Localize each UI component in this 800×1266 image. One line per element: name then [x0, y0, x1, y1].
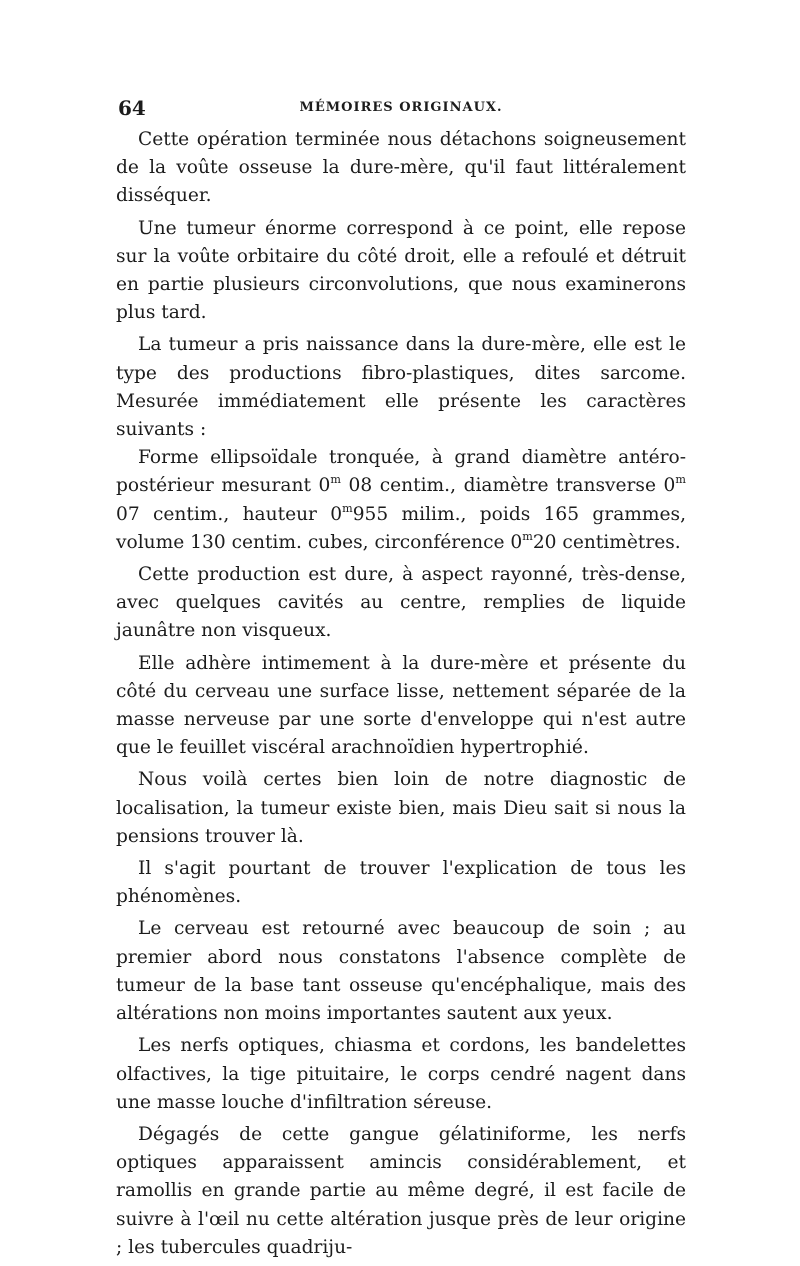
circumference-unit: m — [522, 530, 533, 544]
running-title: MÉMOIRES ORIGINAUX. — [299, 100, 503, 115]
paragraph-1: Cette opération terminée nous détachons soigneusement de la voûte osseuse la dure-mère, qu'il faut littéralement disséquer. — [116, 129, 686, 207]
paragraph-5: Cette production est dure, à aspect rayonné, très-dense, avec quelques cavités au centre, remplies de liquide jaunâtre non visqueux. — [116, 564, 686, 642]
measurements-intro: Forme ellipsoïdale tronquée, à grand diamètre antéro-postérieur mesurant — [116, 447, 686, 497]
page-number: 64 — [118, 96, 146, 120]
circumference-rest: 20 centimètres. — [532, 531, 681, 553]
transverse-unit: m — [675, 473, 686, 487]
paragraph-9: Le cerveau est retourné avec beaucoup de soin ; au premier abord nous constatons l'absence complète de tumeur de la base tant osseuse qu'encéphalique, mais des altérations non moins importantes sautent aux yeux. — [116, 918, 686, 1025]
paragraph-3: La tumeur a pris naissance dans la dure-mère, elle est le type des productions fibro-plastiques, dites sarcome. Mesurée immédiatement elle présente les caractères suivants : — [116, 334, 686, 441]
paragraph-2: Une tumeur énorme correspond à ce point, elle repose sur la voûte orbitaire du côté droit, elle a refoulé et détruit en partie plusieurs circonvolutions, que nous examinerons plus tard. — [116, 217, 686, 324]
paragraph-8: Il s'agit pourtant de trouver l'explication de tous les phénomènes. — [116, 858, 686, 908]
paragraph-6: Elle adhère intimement à la dure-mère et présente du côté du cerveau une surface lisse, nettement séparée de la masse nerveuse par une sorte d'enveloppe qui n'est autre que le feuillet viscéral arachnoïdien hypertrophié. — [116, 652, 686, 759]
paragraph-7: Nous voilà certes bien loin de notre diagnostic de localisation, la tumeur existe bien, mais Dieu sait si nous la pensions trouver là. — [116, 769, 686, 847]
transverse-value: 0 — [663, 475, 676, 497]
paragraph-11: Dégagés de cette gangue gélatiniforme, les nerfs optiques apparaissent amincis considérablement, et ramollis en grande partie au même degré, il est facile de suivre à l'œil nu cette altération jusque près de leur origine ; les tubercules quadriju- — [116, 1123, 686, 1258]
ap-diameter-value: 0 — [318, 475, 331, 497]
height-rest: 955 milim., poids 165 grammes, volume 130 centim. cubes, circonférence — [116, 503, 686, 553]
ap-diameter-rest: 08 centim., diamètre transverse — [340, 475, 664, 497]
transverse-rest: 07 centim., hauteur — [116, 503, 331, 525]
measurements-paragraph — [116, 444, 686, 557]
circumference-value: 0 — [510, 531, 523, 553]
height-unit: m — [342, 501, 353, 515]
book-page — [116, 96, 686, 1266]
paragraph-10: Les nerfs optiques, chiasma et cordons, les bandelettes olfactives, la tige pituitaire, le corps cendré nagent dans une masse louche d'infiltration séreuse. — [116, 1035, 686, 1113]
ap-diameter-unit: m — [330, 473, 341, 487]
page-header — [116, 96, 686, 122]
height-value: 0 — [330, 503, 343, 525]
